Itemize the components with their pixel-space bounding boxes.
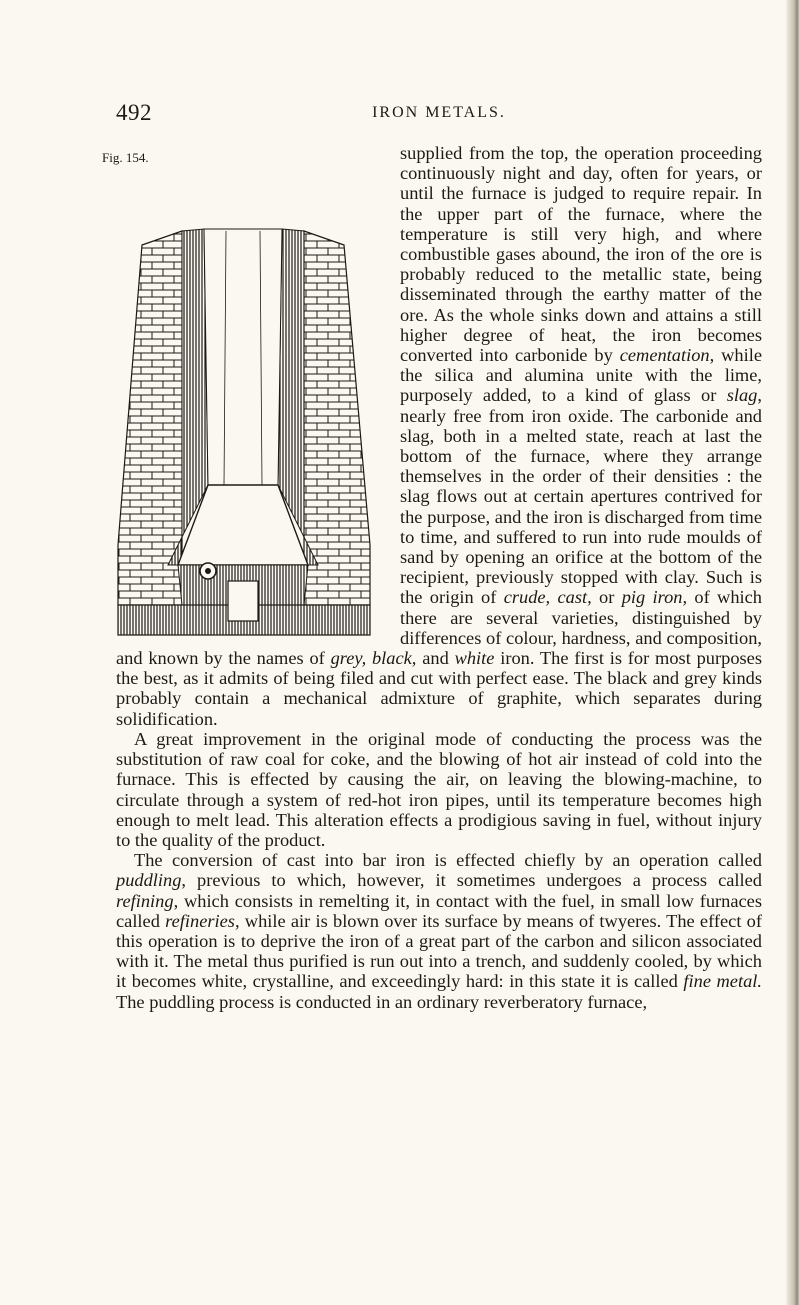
italic-term-white: white — [454, 648, 495, 669]
text-run: The conversion of cast into bar iron is effected chiefly by an operation called — [134, 850, 762, 871]
running-head: IRON METALS. — [372, 104, 506, 121]
italic-term-slag: slag — [726, 385, 758, 406]
figure-154 — [102, 150, 390, 638]
text-run: The puddling process is conducted in an ordinary reverberatory furnace, — [116, 991, 648, 1012]
italic-term-puddling: puddling — [116, 870, 182, 891]
text-run: , previous to which, however, it sometimes undergoes a process called — [181, 870, 762, 891]
italic-term-crude-cast: crude, cast, — [503, 587, 592, 608]
text-run: and — [416, 648, 455, 669]
italic-term-fine-metal: fine metal. — [683, 971, 762, 992]
text-run: , while the silica and alumina unite with the lime, purposely added, to a kind of glass or — [400, 345, 762, 406]
text-run: supplied from the top, the operation proceeding continuously night and day, often for years, or until the furnace is judged to require repair. In the upper part of the furnace, where the temperature is still very high, and where combustible gases abound, the iron of the ore is probably reduced to the metallic state, being disseminated through the earthy matter of the ore. As the whole sinks down and attains a still higher degree of heat, the iron becomes converted into carbonide by — [400, 143, 762, 366]
italic-term-refineries: refineries — [165, 910, 235, 931]
text-run: , nearly free from iron oxide. The carbonide and slag, both in a melted state, reach at last the bottom of the furnace, where they arrange themselves in the order of their densities : the slag flows out at certain apertures contrived for the purpose, and the iron is discharged from time to time, and suffered to run into rude moulds of sand by opening an orifice at the bottom of the recipient, previously stopped with clay. Such is the origin of — [400, 385, 762, 608]
paragraph-2: A great improvement in the original mode of conducting the process was the substitution of raw coal for coke, and the blowing of hot air instead of cold into the furnace. This is effected by causing the air, on leaving the blowing-machine, to circulate through a system of red-hot iron pipes, until its temperature becomes high enough to melt lead. This alteration effects a prodigious saving in fuel, without injury to the quality of the product. — [116, 728, 762, 850]
text-run: , which consists in remelting it, in contact with the fuel, in small low furnaces called — [116, 890, 762, 931]
paragraph-1 — [102, 143, 763, 729]
italic-term-pig-iron: pig iron, — [621, 587, 688, 608]
blast-furnace-illustration — [108, 185, 390, 638]
figure-label: Fig. 154. — [102, 150, 149, 165]
body-text — [102, 143, 763, 1012]
page-edge-shadow — [786, 0, 800, 1305]
page-header — [116, 100, 762, 130]
page-number: 492 — [116, 100, 152, 125]
italic-term-refining: refining — [116, 890, 174, 911]
text-run: , while air is blown over its surface by means of twyeres. The effect of this operation is to deprive the iron of a great part of the carbon and silicon associated with it. The metal thus purified is run out into a trench, and suddenly cooled, by which it becomes white, crystalline, and exceedingly hard: in this state it is called — [116, 910, 762, 992]
italic-term-grey-black: grey, black, — [330, 648, 417, 669]
paragraph-3 — [116, 850, 762, 1012]
text-run: of which there are several varieties, distinguished by differences of colour, hardness, and composition, and known by the names of — [116, 587, 763, 669]
italic-term-cementation: cementation — [619, 345, 710, 366]
text-run: iron. The first is for most purposes the best, as it admits of being filed and cut with perfect ease. The black and grey kinds probably contain a mechanical admixture of graphite, which separates during solidification. — [116, 648, 762, 729]
text-run: or — [591, 587, 622, 608]
